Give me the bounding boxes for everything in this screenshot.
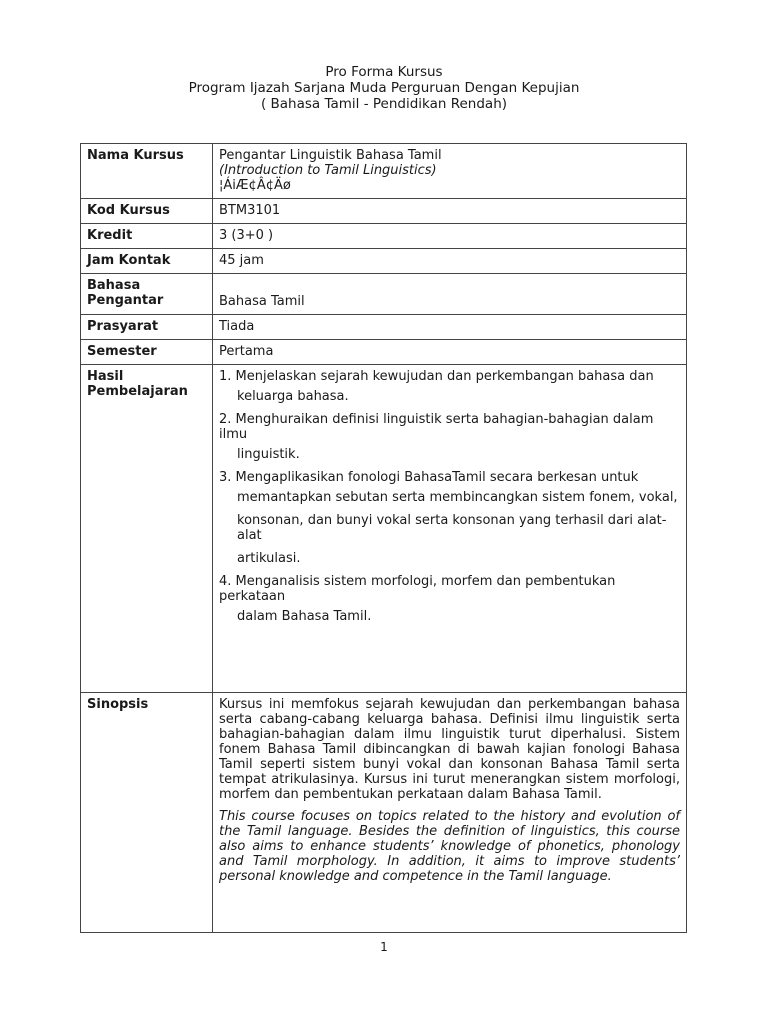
outcome-3-cont-2: konsonan, dan bunyi vokal serta konsonan yang terhasil dari alat-alat: [237, 513, 667, 543]
row-sinopsis: [81, 693, 687, 933]
outcome-1-cont: keluarga bahasa.: [237, 389, 349, 404]
label-kredit: Kredit: [81, 224, 213, 249]
label-semester: Semester: [81, 340, 213, 365]
label-sinopsis: Sinopsis: [81, 693, 213, 933]
outcome-2: 2. Menghuraikan definisi linguistik serta bahagian-bahagian dalam ilmu: [219, 412, 654, 442]
label-prasyarat: Prasyarat: [81, 315, 213, 340]
course-name-english: (Introduction to Tamil Linguistics): [219, 163, 437, 178]
value-jam-kontak: 45 jam: [213, 249, 687, 274]
label-hasil-line2: Pembelajaran: [87, 384, 188, 399]
value-kredit: 3 (3+0 ): [213, 224, 687, 249]
row-kredit: [81, 224, 687, 249]
row-semester: [81, 340, 687, 365]
label-hasil-pembelajaran: [81, 365, 213, 693]
outcome-3-cont-1: memantapkan sebutan serta membincangkan sistem fonem, vokal,: [237, 490, 678, 505]
outcome-4-cont: dalam Bahasa Tamil.: [237, 609, 372, 624]
document-header: [0, 64, 768, 112]
header-specialization: ( Bahasa Tamil - Pendidikan Rendah): [260, 96, 508, 112]
value-sinopsis: [213, 693, 687, 933]
value-bahasa-pengantar: [213, 274, 687, 315]
row-hasil-pembelajaran: [81, 365, 687, 693]
course-proforma-table: [80, 143, 687, 933]
outcome-3: 3. Mengaplikasikan fonologi BahasaTamil secara berkesan untuk: [219, 470, 639, 485]
value-kod-kursus: BTM3101: [213, 199, 687, 224]
outcome-4: 4. Menganalisis sistem morfologi, morfem dan pembentukan perkataan: [219, 574, 616, 604]
row-jam-kontak: [81, 249, 687, 274]
row-kod-kursus: [81, 199, 687, 224]
label-hasil-line1: Hasil: [87, 369, 124, 384]
page-number: 1: [380, 940, 388, 954]
course-name-malay: Pengantar Linguistik Bahasa Tamil: [219, 148, 442, 163]
label-bahasa-line1: Bahasa: [87, 278, 141, 293]
label-jam-kontak: Jam Kontak: [81, 249, 213, 274]
sinopsis-english: This course focuses on topics related to the history and evolution of the Tamil language. Besides the definition of linguistics, this course also aims to enhance students’ knowledge of phonetics, phonology and Tamil morphology. In addition, it aims to improve students’ personal knowledge and competence in the Tamil language.: [219, 809, 680, 884]
header-title: Pro Forma Kursus: [325, 64, 443, 80]
value-semester: Pertama: [213, 340, 687, 365]
outcome-1: 1. Menjelaskan sejarah kewujudan dan perkembangan bahasa dan: [219, 369, 654, 384]
course-name-tamil: ¦ÁiÆ¢Â¢Äø: [219, 178, 291, 193]
label-bahasa-line2: Pengantar: [87, 293, 164, 308]
sinopsis-malay: Kursus ini memfokus sejarah kewujudan dan perkembangan bahasa serta cabang-cabang keluarga bahasa. Definisi ilmu linguistik serta bahagian-bahagian dalam ilmu linguistik turut diperhalusi. Sistem fonem Bahasa Tamil dibincangkan di bawah kajian fonologi Bahasa Tamil seperti sistem bunyi vokal dan konsonan Bahasa Tamil serta tempat atrikulasinya. Kursus ini turut menerangkan sistem morfologi, morfem dan pembentukan perkataan dalam Bahasa Tamil.: [219, 697, 680, 802]
row-prasyarat: [81, 315, 687, 340]
label-kod-kursus: Kod Kursus: [81, 199, 213, 224]
row-bahasa-pengantar: [81, 274, 687, 315]
outcome-3-cont-3: artikulasi.: [237, 551, 301, 566]
label-nama-kursus: Nama Kursus: [81, 144, 213, 199]
value-hasil-pembelajaran: [213, 365, 687, 693]
outcome-2-cont: linguistik.: [237, 447, 300, 462]
bahasa-value: Bahasa Tamil: [219, 294, 305, 309]
value-nama-kursus: [213, 144, 687, 199]
value-prasyarat: Tiada: [213, 315, 687, 340]
header-program: Program Ijazah Sarjana Muda Perguruan Dengan Kepujian: [188, 80, 580, 96]
row-nama-kursus: [81, 144, 687, 199]
label-bahasa-pengantar: [81, 274, 213, 315]
